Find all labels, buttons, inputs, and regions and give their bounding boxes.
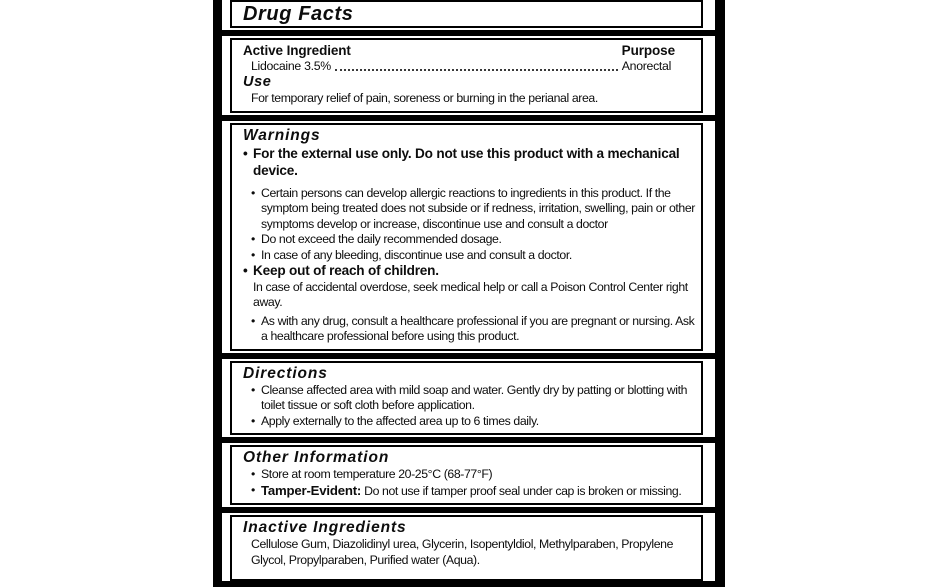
warnings-heading: Warnings	[243, 126, 321, 144]
drug-facts-title-section	[230, 0, 703, 28]
direction-item: • Apply externally to the affected area up to 6 times daily.	[251, 413, 539, 428]
drug-facts-label	[213, 0, 725, 587]
other-info-item-tamper	[251, 483, 697, 500]
section-divider	[222, 115, 715, 121]
warning-item: • Certain persons can develop allergic reactions to ingredients in this product. If the symptom being treated does not subside or if redness, irritation, swelling, pain or other symptoms develop or increase, discontinue use and consult a doctor	[251, 185, 695, 231]
directions-section	[230, 361, 703, 436]
section-divider	[222, 353, 715, 359]
other-information-section	[230, 445, 703, 505]
active-ingredient-section	[230, 38, 703, 113]
directions-heading: Directions	[243, 364, 328, 382]
tamper-evident-label: Tamper-Evident:	[261, 482, 362, 498]
bullet-icon: •	[251, 467, 255, 481]
active-ingredient-heading: Active Ingredient	[243, 43, 351, 58]
bullet-icon: •	[251, 413, 255, 428]
warning-item-keep-out: • Keep out of reach of children.	[243, 263, 439, 278]
section-divider	[222, 507, 715, 513]
direction-item: • Cleanse affected area with mild soap and water. Gently dry by patting or blotting with toilet tissue or soft cloth before application.	[251, 382, 688, 412]
warning-item: • Do not exceed the daily recommended dosage.	[251, 232, 502, 246]
use-text: For temporary relief of pain, soreness or burning in the perianal area.	[251, 91, 598, 105]
section-divider	[222, 30, 715, 36]
tamper-evident-text: Do not use if tamper proof seal under cap is broken or missing.	[364, 483, 682, 498]
bullet-icon: •	[251, 313, 255, 328]
active-ingredient-header-row	[243, 42, 697, 59]
section-divider	[222, 437, 715, 443]
ingredient-row	[251, 59, 697, 74]
bullet-icon: •	[251, 185, 255, 200]
inactive-ingredients-text: Cellulose Gum, Diazolidinyl urea, Glycerin, Isopentyldiol, Methylparaben, Propylene Glycol, Propylparaben, Purified water (Aqua).	[251, 537, 674, 567]
bullet-icon: •	[251, 482, 255, 497]
warning-item: • As with any drug, consult a healthcare professional if you are pregnant or nursing. Ask a healthcare professional before using this product.	[251, 313, 695, 343]
inactive-ingredients-heading: Inactive Ingredients	[243, 519, 407, 536]
bullet-icon: •	[251, 232, 255, 246]
use-heading: Use	[243, 74, 272, 90]
warning-item: • In case of any bleeding, discontinue use and consult a doctor.	[251, 247, 572, 262]
warning-item: • For the external use only. Do not use this product with a mechanical device.	[243, 145, 680, 178]
warnings-section	[230, 123, 703, 351]
other-info-item: • Store at room temperature 20-25°C (68-77°F)	[251, 467, 493, 481]
bullet-icon: •	[243, 145, 248, 161]
bullet-icon: •	[243, 263, 248, 278]
purpose-value: Anorectal	[621, 59, 671, 73]
inactive-ingredients-section	[230, 515, 703, 581]
ingredient-name: Lidocaine 3.5%	[251, 59, 331, 73]
bullet-icon: •	[251, 247, 255, 262]
purpose-heading: Purpose	[621, 43, 675, 58]
warning-item-continuation: In case of accidental overdose, seek medical help or call a Poison Control Center right away.	[253, 279, 688, 309]
bullet-icon: •	[251, 382, 255, 397]
drug-facts-title: Drug Facts	[243, 3, 354, 25]
other-information-heading: Other Information	[243, 449, 390, 466]
dotted-leader	[335, 69, 618, 71]
